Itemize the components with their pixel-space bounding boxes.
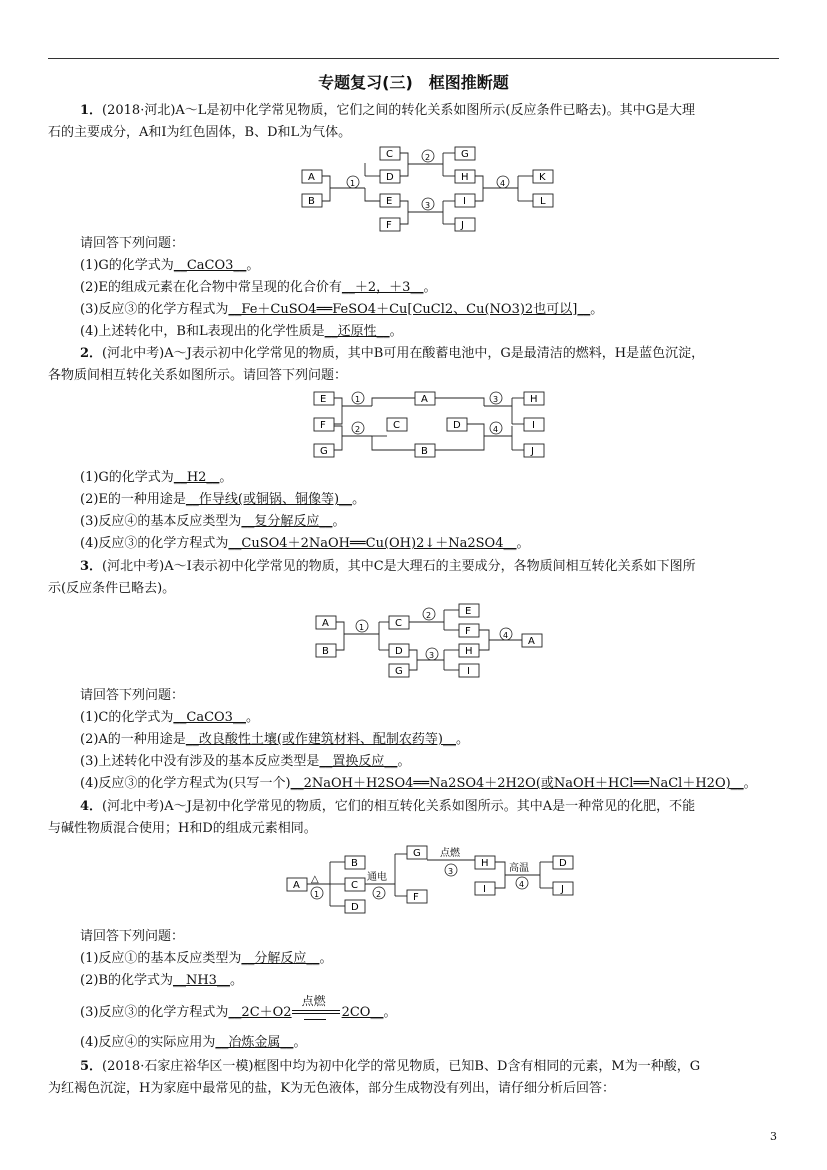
q4-answer-4: (4)反应④的实际应用为__冶炼金属__。 bbox=[80, 1035, 307, 1050]
svg-text:A: A bbox=[421, 394, 428, 405]
q2-answer-2: (2)E的一种用途是__作导线(或铜锅、铜像等)__。 bbox=[80, 492, 366, 507]
svg-text:G: G bbox=[320, 446, 328, 457]
svg-text:G: G bbox=[413, 848, 421, 859]
page-number: 3 bbox=[770, 1130, 777, 1143]
svg-text:A: A bbox=[528, 636, 535, 647]
svg-text:B: B bbox=[308, 196, 315, 207]
q5-stem-line1: 5．(2018·石家庄裕华区一模)框图中均为初中化学的常见物质，已知B、D含有相同的元素，M为一种酸，G bbox=[80, 1059, 701, 1074]
q1-stem-line2: 石的主要成分，A和I为红色固体，B、D和L为气体。 bbox=[48, 125, 352, 140]
svg-text:I: I bbox=[463, 196, 466, 207]
q4-answer-2: (2)B的化学式为__NH3__。 bbox=[80, 973, 243, 988]
svg-text:E: E bbox=[386, 196, 393, 207]
svg-text:C: C bbox=[351, 880, 358, 891]
q3-stem-line2: 示(反应条件已略去)。 bbox=[48, 581, 176, 596]
q2-stem-line2: 各物质间相互转化关系如图所示。请回答下列问题： bbox=[48, 368, 348, 383]
q1-answer-4: (4)上述转化中，B和L表现出的化学性质是__还原性__。 bbox=[80, 324, 403, 339]
q4-stem-line2: 与碱性物质混合使用；H和D的组成元素相同。 bbox=[48, 821, 317, 836]
svg-text:F: F bbox=[320, 420, 326, 431]
svg-text:2: 2 bbox=[425, 153, 431, 162]
svg-text:2: 2 bbox=[426, 611, 432, 620]
q2-diagram bbox=[312, 388, 552, 462]
svg-text:3: 3 bbox=[493, 395, 499, 404]
q1-answer-2: (2)E的组成元素在化合物中常呈现的化合价有__＋2，＋3__。 bbox=[80, 280, 437, 295]
svg-text:C: C bbox=[395, 618, 402, 629]
svg-text:2: 2 bbox=[355, 425, 361, 434]
header-rule bbox=[48, 58, 779, 59]
svg-text:4: 4 bbox=[500, 179, 506, 188]
svg-text:2: 2 bbox=[376, 890, 382, 899]
q3-answer-2: (2)A的一种用途是__改良酸性土壤(或作建筑材料、配制农药等)__。 bbox=[80, 732, 469, 747]
q4-answer-1: (1)反应①的基本反应类型为__分解反应__。 bbox=[80, 951, 333, 966]
svg-text:C: C bbox=[386, 149, 393, 160]
q1-diagram bbox=[300, 142, 560, 234]
q4-prompt: 请回答下列问题： bbox=[80, 929, 185, 944]
svg-text:H: H bbox=[481, 858, 489, 869]
reaction-condition-sign: 点燃 bbox=[292, 1002, 342, 1024]
svg-text:D: D bbox=[386, 172, 394, 183]
q3-diagram bbox=[314, 604, 554, 682]
svg-text:D: D bbox=[395, 646, 403, 657]
svg-text:4: 4 bbox=[503, 631, 509, 640]
svg-text:4: 4 bbox=[519, 880, 525, 889]
svg-text:J: J bbox=[461, 220, 464, 231]
svg-text:C: C bbox=[393, 420, 400, 431]
svg-text:H: H bbox=[465, 646, 473, 657]
svg-text:E: E bbox=[320, 394, 327, 405]
svg-text:E: E bbox=[465, 606, 472, 617]
svg-text:H: H bbox=[530, 394, 538, 405]
svg-text:3: 3 bbox=[429, 651, 435, 660]
q4-stem-line1: 4．(河北中考)A～J是初中化学常见的物质，它们的相互转化关系如图所示。其中A是一种常见的化肥，不能 bbox=[80, 799, 696, 814]
svg-text:3: 3 bbox=[425, 201, 431, 210]
svg-text:J: J bbox=[561, 884, 564, 895]
svg-text:△: △ bbox=[311, 874, 319, 885]
svg-text:4: 4 bbox=[493, 425, 499, 434]
q1-answer-1: (1)G的化学式为__CaCO3__。 bbox=[80, 258, 260, 273]
q4-answer-3: (3)反应③的化学方程式为__2C＋O2 点燃 2CO__。 bbox=[80, 1002, 780, 1024]
q1-stem-line1: 1．(2018·河北)A～L是初中化学常见物质，它们之间的转化关系如图所示(反应条件已略去)。其中G是大理 bbox=[80, 103, 695, 118]
q2-answer-4: (4)反应③的化学方程式为__CuSO4＋2NaOH══Cu(OH)2↓＋Na2SO4__。 bbox=[80, 536, 530, 551]
q3-answer-1: (1)C的化学式为__CaCO3__。 bbox=[80, 710, 259, 725]
svg-text:3: 3 bbox=[448, 867, 454, 876]
svg-text:I: I bbox=[483, 884, 486, 895]
svg-text:F: F bbox=[465, 626, 471, 637]
svg-text:I: I bbox=[532, 420, 535, 431]
q5-stem-line2: 为红褐色沉淀，H为家庭中最常见的盐，K为无色液体，部分生成物没有列出，请仔细分析后回答： bbox=[48, 1081, 616, 1096]
svg-text:1: 1 bbox=[314, 890, 320, 899]
svg-text:J: J bbox=[531, 446, 534, 457]
svg-text:F: F bbox=[413, 892, 419, 903]
svg-text:1: 1 bbox=[359, 623, 365, 632]
svg-text:D: D bbox=[559, 858, 567, 869]
svg-text:D: D bbox=[351, 902, 359, 913]
page-title: 专题复习(三) 框图推断题 bbox=[318, 73, 509, 92]
q4-diagram bbox=[285, 842, 585, 922]
q2-answer-3: (3)反应④的基本反应类型为__复分解反应__。 bbox=[80, 514, 346, 529]
svg-text:点燃: 点燃 bbox=[440, 848, 460, 859]
svg-text:D: D bbox=[453, 420, 461, 431]
q3-answer-3: (3)上述转化中没有涉及的基本反应类型是__置换反应__。 bbox=[80, 754, 411, 769]
svg-text:I: I bbox=[467, 666, 470, 677]
q3-stem-line1: 3．(河北中考)A～I表示初中化学常见的物质，其中C是大理石的主要成分，各物质间相互转化关系如下图所 bbox=[80, 559, 696, 574]
svg-text:高温: 高温 bbox=[509, 863, 529, 874]
svg-text:B: B bbox=[322, 646, 329, 657]
svg-text:G: G bbox=[395, 666, 403, 677]
svg-text:B: B bbox=[351, 858, 358, 869]
svg-text:通电: 通电 bbox=[367, 872, 387, 883]
q1-prompt: 请回答下列问题： bbox=[80, 236, 185, 251]
svg-text:L: L bbox=[540, 196, 546, 207]
svg-text:F: F bbox=[386, 220, 392, 231]
q3-answer-4: (4)反应③的化学方程式为(只写一个)__2NaOH＋H2SO4══Na2SO4＋2H2O(或NaOH＋HCl══NaCl＋H2O)__。 bbox=[80, 776, 757, 791]
svg-text:A: A bbox=[322, 618, 329, 629]
svg-text:B: B bbox=[421, 446, 428, 457]
q3-prompt: 请回答下列问题： bbox=[80, 688, 185, 703]
svg-text:G: G bbox=[461, 149, 469, 160]
svg-text:1: 1 bbox=[350, 179, 356, 188]
q1-answer-3: (3)反应③的化学方程式为__Fe＋CuSO4══FeSO4＋Cu[CuCl2、Cu(NO3)2也可以]__。 bbox=[80, 302, 604, 317]
svg-text:H: H bbox=[461, 172, 469, 183]
svg-text:K: K bbox=[539, 172, 546, 183]
q2-answer-1: (1)G的化学式为__H2__。 bbox=[80, 470, 233, 485]
q2-stem-line1: 2．(河北中考)A～J表示初中化学常见的物质，其中B可用在酸蓄电池中，G是最清洁的燃料，H是蓝色沉淀， bbox=[80, 346, 705, 361]
svg-text:A: A bbox=[293, 880, 300, 891]
svg-text:1: 1 bbox=[355, 395, 361, 404]
svg-text:A: A bbox=[308, 172, 315, 183]
